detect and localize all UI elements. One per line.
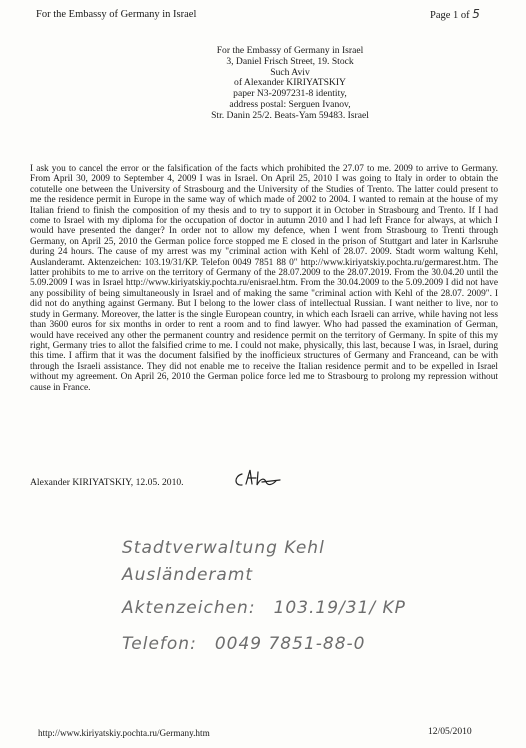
address-block (120, 46, 460, 122)
page-label: Page 1 of (430, 10, 470, 21)
handwritten-line (122, 598, 406, 618)
page-number (430, 7, 480, 21)
handwritten-line: Ausländeramt (122, 565, 254, 585)
address-line: paper N3-2097231-8 identity, (233, 88, 347, 100)
letter-body: I ask you to cancel the error or the falsification of the facts which prohibited the 27.07 to me. 2009 to arrive to Germany. From April 30, 2009 to September 4, 2009 I was in Israel. On April 25, 2010 I was going to Italy in order to obtain the cotutelle one between the University of Strasbourg and the University of the Studies of Trento. The latter could present to me the residence permit in Europe in the same way of which made of 2002 to 2004. I wanted to remain at the house of my Italian friend to finish the composition of my thesis and to try to support it in October in Strasbourg and Trento. If I had come to Israel with my diploma for the occupation of doctor in autumn 2010 and I had left France for always, at which I would have presented the danger? In order not to allow my defence, when I went from Strasbourg to Trenti through Germany, on April 25, 2010 the German police force stopped me E closed in the prison of Stuttgart and later in Karlsruhe during 24 hours. The cause of my arrest was my "criminal action with Kehl of 28.07. 2009. Stadt worm waltung Kehl, Auslanderamt. Aktenzeichen: 103.19/31/KP. Telefon 0049 7851 88 0" http://www.kiriyatskiy.pochta.ru/germarest.htm. The latter prohibits to me to arrive on the territory of Germany of the 28.07.2009 to the 28.07.2019. From the 30.04.20 until the 5.09.2009 I was in Israel http://www.kiriyatskiy.pochta.ru/enisrael.htm. From the 30.04.2009 to the 5.09.2009 I did not have any possibility of being simultaneously in Israel and of making the same "criminal action with Kehl of the 28.07. 2009". I did not do anything against Germany. But I belong to the lower class of intellectual Russian. I want neither to live, nor to study in Germany. Moreover, the latter is the single European country, in which each Israeli can arrive, while having not less than 3600 euros for six months in order to rent a room and to find lawyer. Who had passed the examination of German, would have received any other the permanent country and residence permit on the territory of Germany. In spite of this my right, Germany tries to allot the falsified crime to me. I could not make, physically, this last, because I was, in Israel, during this time. I affirm that it was the document falsified by the inofficieux structures of Germany and Franceand, can be with through the Israeli assistance. They did not enable me to receive the Italian residence permit and to be expelled in Israel without my agreement. On April 26, 2010 the German police force led me to Strasbourg to prolong my repression without cause in France. (30, 164, 498, 393)
signature-line: Alexander KIRIYATSKIY, 12.05. 2010. (30, 477, 184, 488)
page-total: 5 (472, 7, 480, 21)
address-line: Str. Danin 25/2. Beats-Yam 59483. Israel (211, 109, 369, 121)
handwritten-label: Aktenzeichen: (122, 598, 256, 618)
handwritten-value: 0049 7851-88-0 (214, 634, 366, 654)
footer-url: http://www.kiriyatskiy.pochta.ru/Germany.htm (38, 728, 210, 738)
handwritten-label: Telefon: (122, 634, 197, 654)
handwritten-signature (232, 468, 284, 490)
handwritten-line: Stadtverwaltung Kehl (122, 538, 325, 558)
header-title: For the Embassy of Germany in Israel (36, 9, 197, 20)
footer-date: 12/05/2010 (428, 726, 472, 737)
handwritten-line (122, 634, 365, 654)
address-line: 3, Daniel Frisch Street, 19. Stock (226, 55, 354, 67)
address-line: address postal: Serguen Ivanov, (229, 98, 351, 110)
address-line: of Alexander KIRIYATSKIY (234, 77, 346, 89)
address-line: Such Aviv (270, 66, 310, 78)
handwritten-value: 103.19/31/ KP (273, 598, 406, 618)
address-line: For the Embassy of Germany in Israel (216, 45, 364, 56)
